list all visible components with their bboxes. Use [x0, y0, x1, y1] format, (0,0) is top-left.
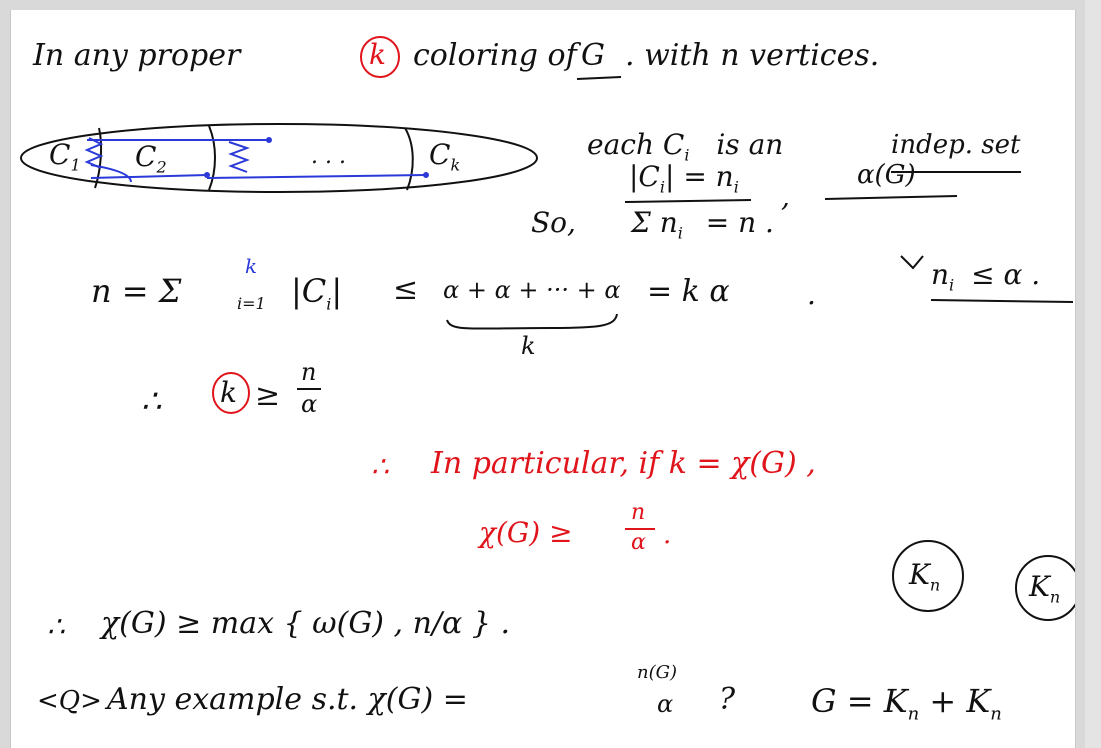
- line4-k: k: [220, 376, 237, 409]
- each-ci-text: each $C_i$ is an: [587, 128, 784, 165]
- kn-label-2: $K_n$: [1029, 570, 1061, 607]
- red-frac-n: n: [631, 500, 646, 525]
- alpha-arrow: [901, 256, 923, 268]
- therefore-1: ∴: [141, 382, 162, 420]
- blue-vertex-3: [204, 172, 210, 178]
- class-c1: $C_1$: [49, 138, 81, 175]
- line7-qmark: ?: [719, 682, 736, 717]
- comma: ,: [781, 180, 790, 213]
- red-frac-alpha: α: [631, 530, 646, 555]
- alpha-of-g: α(G): [857, 160, 916, 190]
- kn-label-1: $K_n$: [909, 558, 941, 595]
- g-equals-kn: $G = K_n + K_n$: [811, 682, 1002, 725]
- ni-underline: [931, 300, 1073, 302]
- blue-vertex-1: [266, 137, 272, 143]
- equals-k-alpha: = k α: [647, 274, 730, 309]
- le-sign: ≤: [393, 272, 419, 307]
- frac-alpha: α: [301, 390, 318, 418]
- sum-lower-index: i=1: [237, 294, 266, 313]
- ci-underline: [625, 200, 751, 202]
- class-divider-3: [405, 128, 413, 190]
- sum-ni: Σ $n_i = n$ .: [631, 206, 774, 243]
- sum-upper-k: k: [245, 254, 258, 278]
- g-underline: [577, 77, 621, 79]
- line7-frac-den: α: [657, 690, 674, 718]
- line3-dot: .: [807, 278, 816, 311]
- line1-suffix: coloring of: [413, 38, 577, 73]
- chi-max-bound: χ(G) ≥ max { ω(G) , n/α } .: [101, 606, 510, 641]
- red-dot: .: [663, 520, 672, 550]
- line1-graph: G: [581, 38, 605, 73]
- line7-frac-num: n(G): [637, 662, 678, 683]
- indep-set-text: indep. set: [891, 130, 1021, 160]
- note-page: [10, 10, 1076, 748]
- red-therefore: ∴: [371, 450, 389, 483]
- line1-rest: . with n vertices.: [625, 38, 880, 73]
- line1-k: k: [369, 38, 386, 71]
- question-marker: <Q>: [37, 686, 102, 716]
- chi-ge: χ(G) ≥: [479, 516, 573, 549]
- blue-edge-4: [207, 175, 426, 178]
- line1-prefix: In any proper: [33, 38, 241, 73]
- so-label: So,: [531, 206, 576, 239]
- alpha-sum: α + α + ··· + α: [443, 276, 621, 304]
- in-particular-text: In particular, if k = χ(G) ,: [431, 446, 816, 481]
- class-c2: $C_2$: [135, 140, 167, 177]
- any-example-text: Any example s.t. χ(G) =: [107, 682, 468, 717]
- ni-le-alpha: $n_i \le \alpha$ .: [931, 258, 1041, 295]
- class-divider-2: [209, 126, 215, 190]
- underbrace-k: k: [521, 332, 536, 360]
- underbrace: [447, 314, 617, 329]
- blue-zigzag-2: [229, 142, 247, 172]
- frac-n: n: [301, 358, 317, 386]
- class-ck: $C_k$: [429, 138, 461, 175]
- alpha-underline: [825, 196, 957, 199]
- abs-ci: $|C_i|$: [291, 272, 343, 314]
- blue-zigzag-1: [87, 138, 101, 168]
- n-equals-sum: n = Σ: [91, 272, 182, 310]
- class-dots: . . .: [311, 144, 346, 169]
- ci-equals-ni: $|C_i| = n_i$: [629, 160, 739, 197]
- line4-ge: ≥: [255, 378, 281, 413]
- therefore-2: ∴: [47, 610, 65, 643]
- vertical-scrollbar[interactable]: [1085, 0, 1101, 748]
